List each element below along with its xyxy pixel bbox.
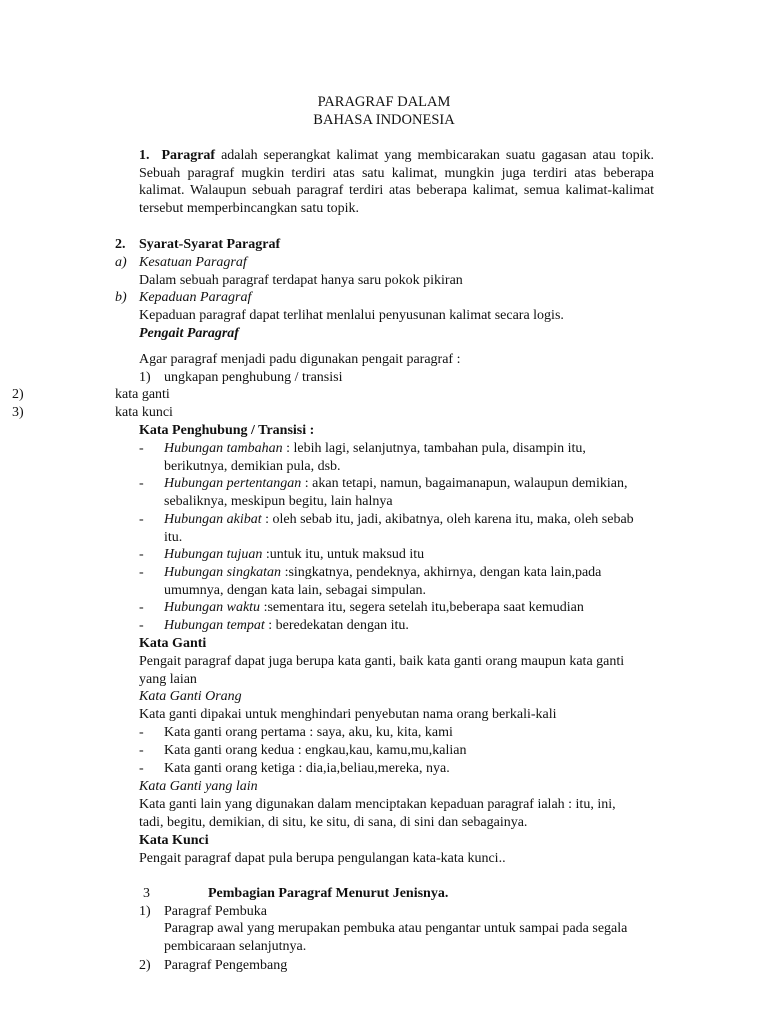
s3-item-1-num: 1) bbox=[139, 904, 151, 919]
kataganti-orang-intro: Kata ganti dipakai untuk menghindari penyebutan nama orang berkali-kali bbox=[139, 707, 557, 722]
transisi-label: Hubungan tambahan bbox=[164, 441, 283, 456]
section-3-heading: Pembagian Paragraf Menurut Jenisnya. bbox=[208, 886, 449, 901]
katakunci-text: Pengait paragraf dapat pula berupa pengulangan kata-kata kunci.. bbox=[139, 851, 506, 866]
sub-a-title: Kesatuan Paragraf bbox=[139, 255, 247, 270]
kataganti-intro: Pengait paragraf dapat juga berupa kata ganti, baik kata ganti orang maupun kata ganti yang laian bbox=[139, 654, 625, 687]
transisi-text: : oleh sebab itu, jadi, akibatnya, oleh karena itu, maka, oleh sebab itu. bbox=[164, 512, 634, 545]
pengait-item-2-text: kata ganti bbox=[115, 387, 170, 402]
transisi-item bbox=[139, 511, 639, 546]
transisi-label: Hubungan akibat bbox=[164, 512, 262, 527]
pengait-item-1-num: 1) bbox=[139, 370, 151, 385]
pengait-item-3-text: kata kunci bbox=[115, 405, 173, 420]
s3-item-1-text: Paragrap awal yang merupakan pembuka atau pengantar untuk sampai pada segala pembicaraan selanjutnya. bbox=[164, 921, 628, 954]
bullet-dash: - bbox=[139, 565, 144, 580]
transisi-text: : akan tetapi, namun, bagaimanapun, walaupun demikian, sebaliknya, meskipun begitu, lain halnya bbox=[164, 476, 628, 509]
transisi-label: Hubungan singkatan bbox=[164, 565, 282, 580]
bullet-dash: - bbox=[139, 441, 144, 456]
s3-item-2-title: Paragraf Pengembang bbox=[164, 958, 288, 973]
section-1-number: 1. bbox=[139, 148, 150, 163]
section-2-number: 2. bbox=[115, 237, 126, 252]
kataganti-orang-item bbox=[139, 742, 639, 760]
transisi-text: :sementara itu, segera setelah itu,beberapa saat kemudian bbox=[260, 600, 584, 615]
pengait-item-3-num: 3) bbox=[12, 405, 24, 420]
kataganti-lain-title: Kata Ganti yang lain bbox=[139, 779, 258, 794]
bullet-dash: - bbox=[139, 618, 144, 633]
kataganti-orang-text: Kata ganti orang pertama : saya, aku, ku, kita, kami bbox=[164, 725, 453, 740]
transisi-text: : lebih lagi, selanjutnya, tambahan pula, disampin itu, berikutnya, demikian pula, dsb. bbox=[164, 441, 586, 474]
kataganti-orang-text: Kata ganti orang ketiga : dia,ia,beliau,mereka, nya. bbox=[164, 761, 450, 776]
pengait-intro: Agar paragraf menjadi padu digunakan pengait paragraf : bbox=[139, 352, 461, 367]
transisi-item bbox=[139, 564, 639, 599]
sub-b-title: Kepaduan Paragraf bbox=[139, 290, 252, 305]
bullet-dash: - bbox=[139, 547, 144, 562]
pengait-item-1-text: ungkapan penghubung / transisi bbox=[164, 370, 343, 385]
section-1-term: Paragraf bbox=[161, 148, 216, 163]
transisi-item bbox=[139, 599, 639, 617]
transisi-item bbox=[139, 617, 639, 635]
pengait-title: Pengait Paragraf bbox=[139, 326, 239, 341]
bullet-dash: - bbox=[139, 476, 144, 491]
bullet-dash: - bbox=[139, 761, 144, 776]
sub-a-text: Dalam sebuah paragraf terdapat hanya saru pokok pikiran bbox=[139, 273, 463, 288]
bullet-dash: - bbox=[139, 512, 144, 527]
kataganti-lain-text: Kata ganti lain yang digunakan dalam menciptakan kepaduan paragraf ialah : itu, ini, tadi, begitu, demikian, di situ, ke situ, di sana, di sini dan sebagainya. bbox=[139, 797, 616, 830]
bullet-dash: - bbox=[139, 600, 144, 615]
transisi-label: Hubungan tujuan bbox=[164, 547, 263, 562]
pengait-item-2-num: 2) bbox=[12, 387, 24, 402]
sub-a-marker: a) bbox=[115, 255, 127, 270]
section-1-text: adalah seperangkat kalimat yang membicarakan suatu gagasan atau topik. Sebuah paragraf mugkin terdiri atas satu kalimat, mungkin juga terdiri atas beberapa kalimat. Walaupun sebuah paragraf terdiri atas beberapa kalimat, semua kalimat-kalimat tersebut memperbincangkan satu topik. bbox=[139, 148, 655, 216]
kataganti-heading: Kata Ganti bbox=[139, 636, 207, 651]
s3-item-2-num: 2) bbox=[139, 958, 151, 973]
transisi-text: : beredekatan dengan itu. bbox=[264, 618, 409, 633]
transisi-text: :singkatnya, pendeknya, akhirnya, dengan kata lain,pada umumnya, dengan kata lain, sebagai simpulan. bbox=[164, 565, 602, 598]
transisi-item bbox=[139, 546, 639, 564]
kataganti-orang-text: Kata ganti orang kedua : engkau,kau, kamu,mu,kalian bbox=[164, 743, 467, 758]
kataganti-orang-title: Kata Ganti Orang bbox=[139, 689, 242, 704]
sub-b-text: Kepaduan paragraf dapat terlihat menlalui penyusunan kalimat secara logis. bbox=[139, 308, 564, 323]
kataganti-orang-item bbox=[139, 724, 639, 742]
section-3-number: 3 bbox=[143, 886, 150, 901]
bullet-dash: - bbox=[139, 725, 144, 740]
transisi-label: Hubungan pertentangan bbox=[164, 476, 302, 491]
transisi-item bbox=[139, 475, 639, 510]
section-1-paragraph bbox=[139, 147, 654, 217]
transisi-text: :untuk itu, untuk maksud itu bbox=[262, 547, 425, 562]
doc-title-line2: BAHASA INDONESIA bbox=[313, 112, 455, 128]
s3-item-1-title: Paragraf Pembuka bbox=[164, 904, 268, 919]
transisi-item bbox=[139, 440, 639, 475]
bullet-dash: - bbox=[139, 743, 144, 758]
kataganti-orang-item bbox=[139, 760, 639, 778]
transisi-label: Hubungan tempat bbox=[164, 618, 265, 633]
section-2-heading: Syarat-Syarat Paragraf bbox=[139, 237, 281, 252]
sub-b-marker: b) bbox=[115, 290, 127, 305]
transisi-heading: Kata Penghubung / Transisi : bbox=[139, 423, 315, 438]
katakunci-heading: Kata Kunci bbox=[139, 833, 209, 848]
transisi-label: Hubungan waktu bbox=[164, 600, 261, 615]
doc-title-line1: PARAGRAF DALAM bbox=[317, 94, 451, 110]
